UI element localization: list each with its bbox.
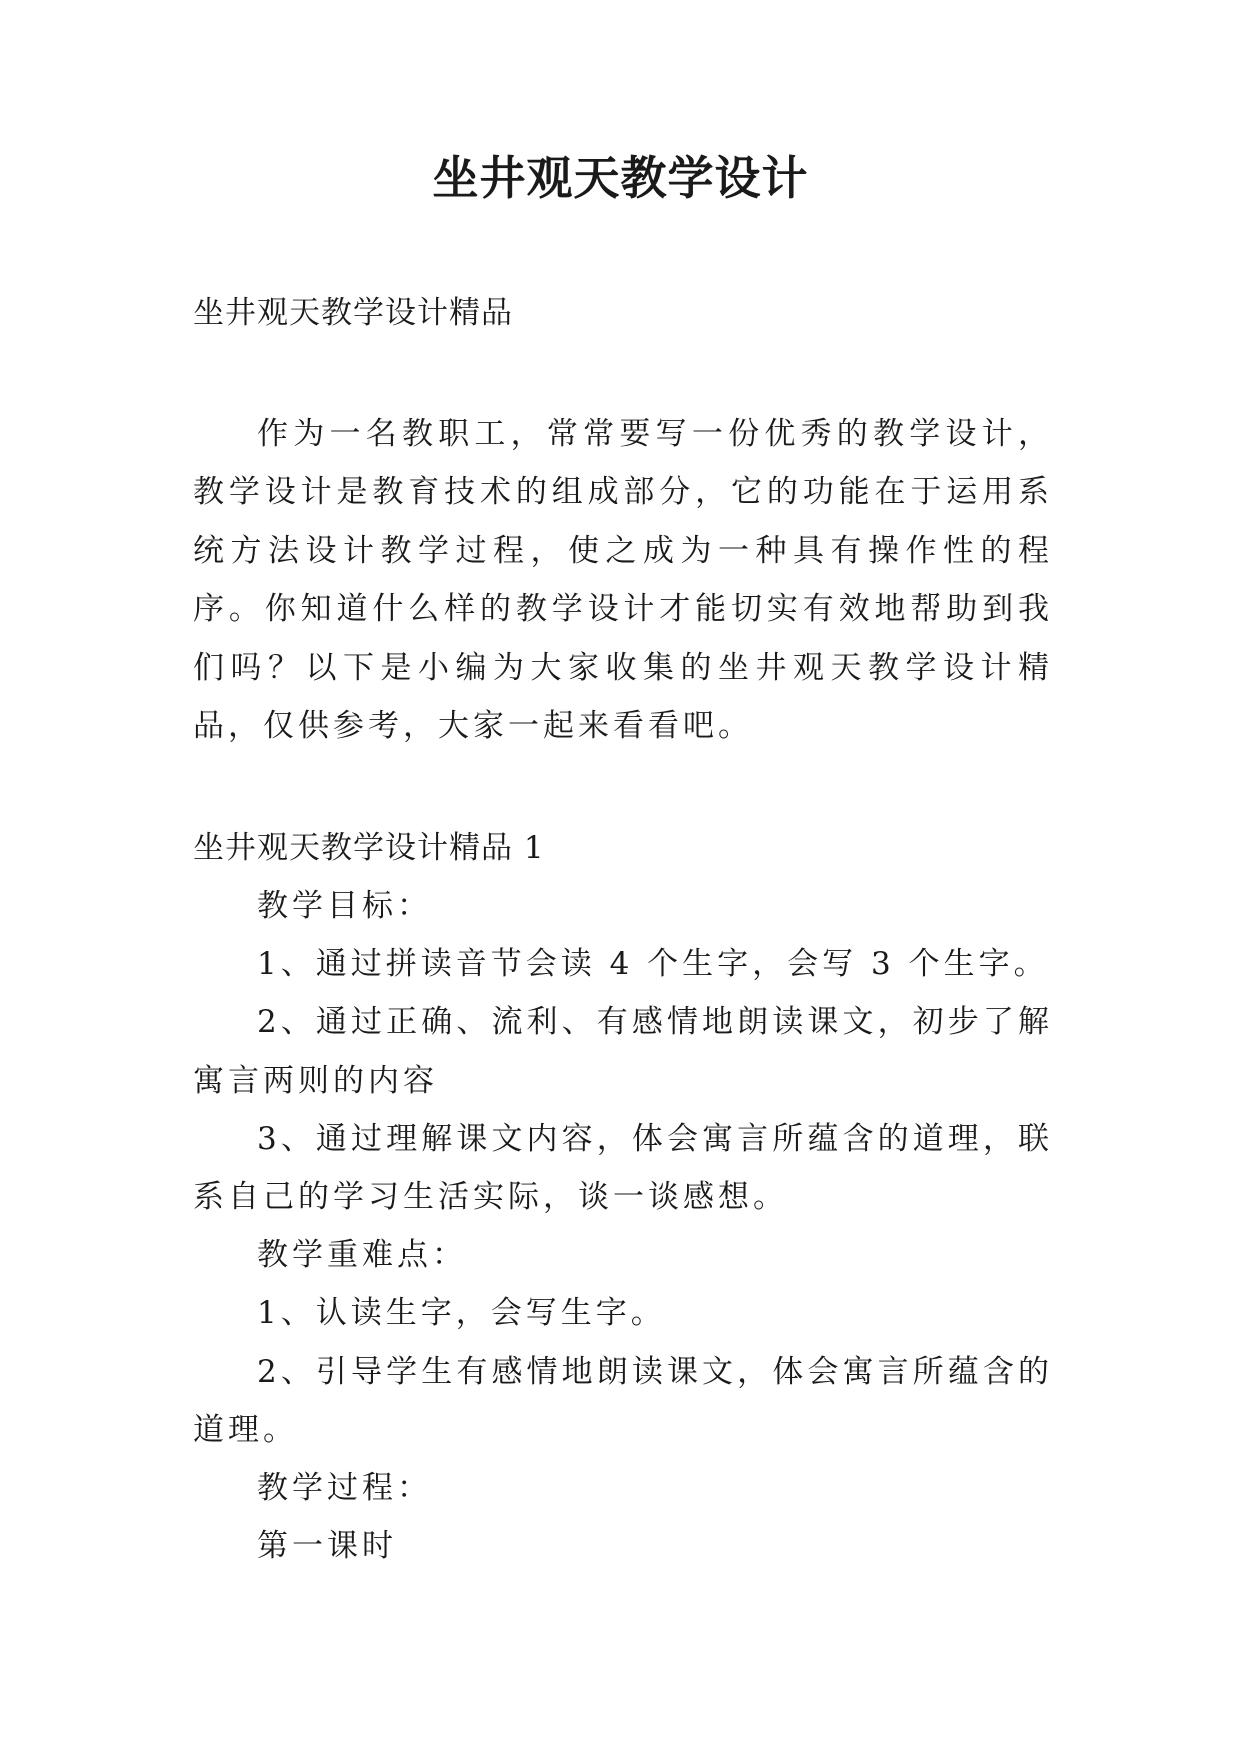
- document-title: 坐井观天教学设计: [432, 151, 809, 205]
- paragraph-objective-1: 1、通过拼读音节会读 4 个生字，会写 3 个生字。: [257, 946, 1049, 983]
- document-subtitle: 坐井观天教学设计精品: [193, 295, 513, 331]
- paragraph-objective-3: 3、通过理解课文内容，体会寓言所蕴含的道理，联系自己的学习生活实际，谈一谈感想。: [193, 1120, 1053, 1216]
- section-title: 坐井观天教学设计精品 1: [193, 830, 545, 866]
- paragraph-key-point-1: 1、认读生字，会写生字。: [257, 1295, 666, 1332]
- paragraph-objective-2: 2、通过正确、流利、有感情地朗读课文，初步了解寓言两则的内容: [193, 1004, 1053, 1099]
- paragraph-key-point-2: 2、引导学生有感情地朗读课文，体会寓言所蕴含的道理。: [193, 1353, 1053, 1448]
- paragraph-first-lesson: 第一课时: [257, 1528, 397, 1565]
- intro-paragraph: 作为一名教职工，常常要写一份优秀的教学设计，教学设计是教育技术的组成部分，它的功能在于运用系统方法设计教学过程，使之成为一种具有操作性的程序。你知道什么样的教学设计才能切实有效地帮助到我们吗？以下是小编为大家收集的坐井观天教学设计精品，仅供参考，大家一起来看看吧。: [193, 416, 1053, 745]
- paragraph-key-points-heading: 教学重难点：: [257, 1237, 467, 1274]
- body-content: [193, 877, 1053, 1575]
- paragraph-objectives-heading: 教学目标：: [257, 888, 432, 924]
- paragraph-process-heading: 教学过程：: [257, 1470, 432, 1507]
